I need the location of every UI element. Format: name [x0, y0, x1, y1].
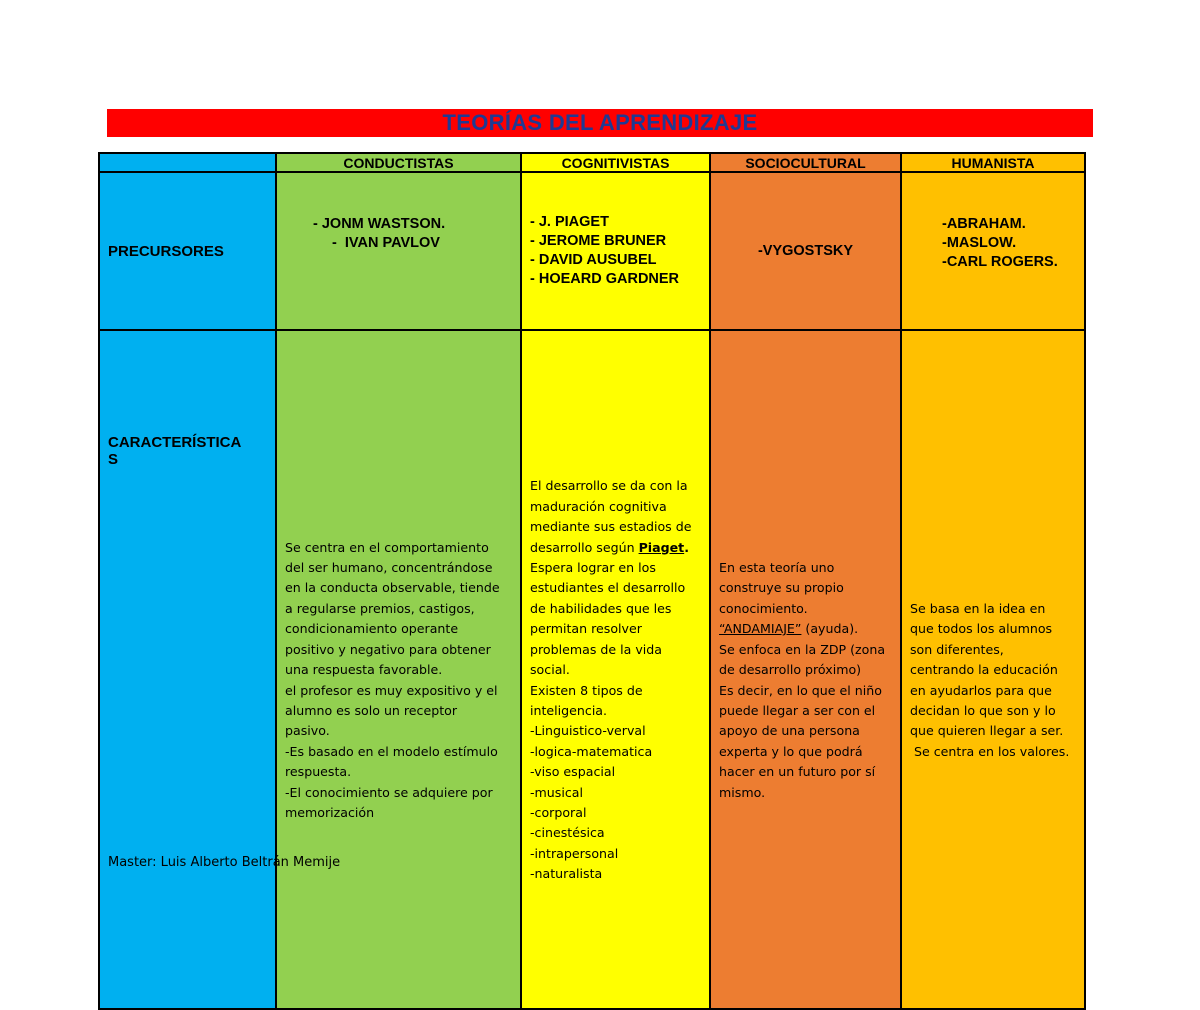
text-line: puede llegar a ser con el: [719, 702, 876, 718]
text-line: mismo.: [719, 784, 766, 800]
precursor-item: - JEROME BRUNER: [530, 233, 667, 249]
precursor-item: - HOEARD GARDNER: [530, 271, 680, 287]
piaget-link[interactable]: Piaget: [638, 539, 685, 555]
caracteristicas-cognitivistas: [521, 330, 710, 1009]
text-line: [530, 538, 703, 558]
text-line: Se centra en los valores.: [910, 743, 1070, 759]
text-line: -Es basado en el modelo estímulo: [285, 743, 498, 759]
text-line: de desarrollo próximo): [719, 662, 862, 678]
caracteristicas-label-line: CARACTERÍSTICA: [108, 434, 242, 451]
text-line: -corporal: [530, 804, 587, 820]
precursor-item: - J. PIAGET: [530, 214, 609, 230]
caracteristicas-conductistas: [276, 330, 521, 1009]
caracteristicas-row: [99, 330, 1085, 1009]
text-line: -cinestésica: [530, 825, 605, 841]
precursores-sociocultural: [710, 172, 901, 330]
text-line: una respuesta favorable.: [285, 662, 443, 678]
text-line: decidan lo que son y lo: [910, 702, 1056, 718]
header-sociocultural: SOCIOCULTURAL: [710, 153, 901, 172]
title-banner: [107, 109, 1093, 137]
text-line: en la conducta observable, tiende: [285, 580, 500, 596]
header-row: [99, 153, 1085, 172]
text-line: -naturalista: [530, 866, 603, 882]
text-line: -El conocimiento se adquiere por: [285, 784, 493, 800]
footer-author: Master: Luis Alberto Beltrán Memije: [108, 855, 341, 870]
text-line: permitan resolver: [530, 621, 642, 637]
text-line: respuesta.: [285, 764, 352, 780]
text-line: alumno es solo un receptor: [285, 702, 458, 718]
text-line: Se basa en la idea en: [910, 600, 1046, 616]
text-line: en ayudarlos para que: [910, 682, 1052, 698]
text-line: apoyo de una persona: [719, 723, 860, 739]
text-line: construye su propio: [719, 580, 844, 596]
text-line: [719, 619, 894, 639]
text-line: del ser humano, concentrándose: [285, 560, 493, 576]
text-line: el profesor es muy expositivo y el: [285, 682, 498, 698]
precursores-conductistas: [276, 172, 521, 330]
text-line: -intrapersonal: [530, 845, 619, 861]
text-line: a regularse premios, castigos,: [285, 600, 475, 616]
caracteristicas-humanista: [901, 330, 1085, 1009]
text-line: son diferentes,: [910, 641, 1004, 657]
text-line: centrando la educación: [910, 662, 1058, 678]
text-line: -logica-matematica: [530, 743, 653, 759]
text-line: Se centra en el comportamiento: [285, 539, 489, 555]
precursores-cognitivistas: [521, 172, 710, 330]
header-humanista: HUMANISTA: [901, 153, 1085, 172]
precursor-item: - DAVID AUSUBEL: [530, 252, 657, 268]
precursor-item: -VYGOSTSKY: [757, 242, 854, 259]
text-line: social.: [530, 662, 570, 678]
text-line: pasivo.: [285, 723, 330, 739]
text-segment: desarrollo según: [530, 539, 639, 555]
caracteristicas-label: [99, 330, 276, 1009]
text-line: Se enfoca en la ZDP (zona: [719, 641, 886, 657]
text-line: condicionamiento operante: [285, 621, 459, 637]
text-line: experta y lo que podrá: [719, 743, 863, 759]
precursor-item: -MASLOW.: [942, 235, 1017, 251]
theories-table: [98, 152, 1086, 1010]
text-line: -viso espacial: [530, 764, 616, 780]
text-line: -Linguistico-verval: [530, 723, 646, 739]
precursores-row: [99, 172, 1085, 330]
page-title: TEORÍAS DEL APRENDIZAJE: [442, 110, 758, 135]
text-line: hacer en un futuro por sí: [719, 764, 876, 780]
text-line: memorización: [285, 804, 375, 820]
precursor-item: -CARL ROGERS.: [942, 254, 1058, 270]
text-line: El desarrollo se da con la: [530, 478, 688, 494]
header-cognitivistas: COGNITIVISTAS: [521, 153, 710, 172]
precursor-item: -ABRAHAM.: [942, 216, 1026, 232]
caracteristicas-label-line: S: [108, 451, 119, 468]
text-line: estudiantes el desarrollo: [530, 580, 686, 596]
text-line: Es decir, en lo que el niño: [719, 682, 882, 698]
text-line: inteligencia.: [530, 702, 608, 718]
caracteristicas-sociocultural: [710, 330, 901, 1009]
text-line: -musical: [530, 784, 583, 800]
text-line: que todos los alumnos: [910, 621, 1053, 637]
text-line: Espera lograr en los: [530, 560, 656, 576]
precursor-item: - JONM WASTSON.: [313, 216, 446, 232]
precursores-humanista: [901, 172, 1085, 330]
header-conductistas: CONDUCTISTAS: [276, 153, 521, 172]
text-line: En esta teoría uno: [719, 560, 835, 576]
text-line: problemas de la vida: [530, 641, 663, 657]
text-line: de habilidades que les: [530, 600, 672, 616]
precursores-label: PRECURSORES: [99, 172, 276, 330]
text-line: conocimiento.: [719, 600, 808, 616]
precursor-item: - IVAN PAVLOV: [332, 235, 440, 251]
text-segment: .: [684, 539, 689, 555]
text-line: maduración cognitiva: [530, 498, 667, 514]
text-segment: (ayuda).: [801, 621, 859, 637]
text-line: que quieren llegar a ser.: [910, 723, 1064, 739]
header-corner-cell: [99, 153, 276, 172]
text-line: positivo y negativo para obtener: [285, 641, 491, 657]
andamiaje-term: “ANDAMIAJE”: [719, 621, 802, 637]
text-line: mediante sus estadios de: [530, 519, 692, 535]
text-line: Existen 8 tipos de: [530, 682, 643, 698]
